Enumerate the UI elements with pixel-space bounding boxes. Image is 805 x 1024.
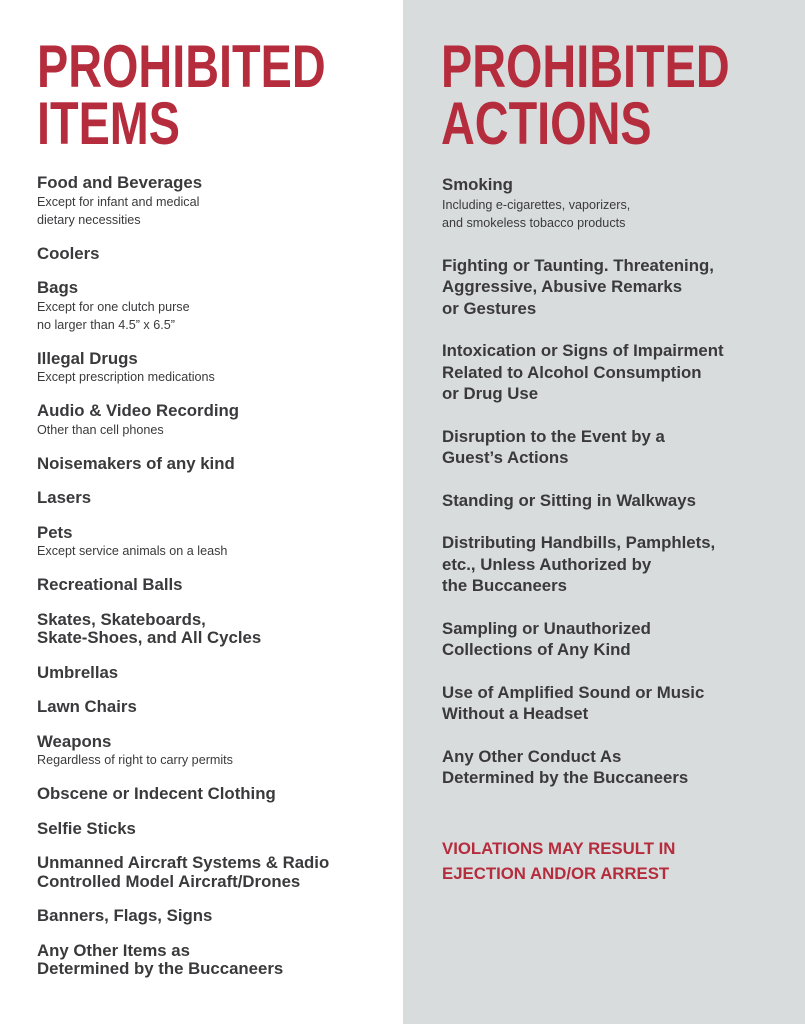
- item-title: Without a Headset: [442, 704, 589, 723]
- list-item: [37, 907, 397, 926]
- item-title: Audio & Video Recording: [37, 401, 240, 420]
- violation-warning: [442, 836, 782, 886]
- item-title: Aggressive, Abusive Remarks: [442, 277, 683, 296]
- list-item: [37, 245, 397, 264]
- item-title: Recreational Balls: [37, 575, 183, 594]
- item-title: Standing or Sitting in Walkways: [442, 490, 696, 510]
- heading-line: ACTIONS: [441, 90, 652, 157]
- item-title: Any Other Conduct As: [442, 746, 622, 766]
- item-description: Except service animals on a leash: [37, 544, 228, 558]
- item-title: Coolers: [37, 243, 100, 263]
- list-item: [442, 682, 792, 725]
- prohibited-actions-heading: [441, 33, 730, 157]
- list-item: [442, 426, 792, 469]
- item-description: Other than cell phones: [37, 422, 164, 437]
- list-item: [37, 942, 397, 979]
- prohibited-items-list: [37, 174, 397, 995]
- heading-line: PROHIBITED: [441, 33, 730, 100]
- item-title: Unmanned Aircraft Systems & Radio: [37, 853, 330, 872]
- item-title: Disruption to the Event by a: [442, 426, 665, 446]
- item-title: Obscene or Indecent Clothing: [37, 784, 276, 803]
- item-title: Bags: [37, 278, 79, 297]
- item-title: Lasers: [37, 488, 92, 507]
- item-description: Regardless of right to carry permits: [37, 753, 233, 767]
- list-item: [442, 618, 792, 661]
- item-title: Weapons: [37, 731, 112, 751]
- warning-line: VIOLATIONS MAY RESULT IN: [442, 839, 676, 858]
- item-title: Guest’s Actions: [442, 448, 569, 467]
- item-title: Intoxication or Signs of Impairment: [442, 341, 724, 360]
- item-description: and smokeless tobacco products: [442, 215, 626, 230]
- list-item: [37, 402, 397, 439]
- item-title: the Buccaneers: [442, 576, 567, 595]
- item-description: Except for one clutch purse: [37, 299, 190, 314]
- list-item: [37, 785, 397, 804]
- item-title: Skate-Shoes, and All Cycles: [37, 628, 262, 647]
- item-title: Smoking: [442, 175, 513, 194]
- item-title: Distributing Handbills, Pamphlets,: [442, 533, 716, 552]
- list-item: [37, 576, 397, 595]
- list-item: [37, 524, 397, 561]
- item-title: Skates, Skateboards,: [37, 609, 206, 629]
- item-title: Controlled Model Aircraft/Drones: [37, 871, 301, 891]
- item-title: Fighting or Taunting. Threatening,: [442, 255, 714, 275]
- item-title: Banners, Flags, Signs: [37, 906, 213, 925]
- list-item: [442, 340, 792, 405]
- list-item: [442, 532, 792, 597]
- list-item: [442, 255, 792, 320]
- item-description: no larger than 4.5” x 6.5”: [37, 317, 175, 332]
- item-title: etc., Unless Authorized by: [442, 554, 652, 574]
- list-item: [37, 489, 397, 508]
- item-title: Illegal Drugs: [37, 348, 138, 368]
- item-title: Lawn Chairs: [37, 697, 137, 716]
- list-item: [37, 733, 397, 770]
- item-title: Determined by the Buccaneers: [37, 959, 284, 978]
- list-item: [442, 746, 792, 789]
- list-item: [37, 174, 397, 229]
- item-description: dietary necessities: [37, 212, 141, 227]
- item-title: Sampling or Unauthorized: [442, 618, 651, 638]
- list-item: [37, 455, 397, 474]
- list-item: [37, 611, 397, 648]
- list-item: [37, 279, 397, 334]
- prohibited-actions-list: [442, 174, 792, 810]
- item-title: Umbrellas: [37, 662, 119, 682]
- prohibited-items-heading: [37, 33, 326, 157]
- item-title: Pets: [37, 522, 73, 542]
- list-item: [442, 490, 792, 512]
- item-title: Collections of Any Kind: [442, 640, 631, 659]
- item-title: Food and Beverages: [37, 173, 203, 192]
- item-title: or Gestures: [442, 298, 537, 318]
- list-item: [37, 664, 397, 683]
- item-title: Any Other Items as: [37, 940, 190, 960]
- item-title: Use of Amplified Sound or Music: [442, 682, 705, 702]
- item-title: Related to Alcohol Consumption: [442, 362, 702, 382]
- item-description: Except for infant and medical: [37, 194, 200, 209]
- item-description: Including e-cigarettes, vaporizers,: [442, 197, 631, 212]
- item-title: Noisemakers of any kind: [37, 453, 235, 473]
- warning-line: EJECTION AND/OR ARREST: [442, 864, 670, 883]
- item-title: Selfie Sticks: [37, 818, 136, 838]
- item-title: or Drug Use: [442, 384, 539, 403]
- list-item: [37, 854, 397, 891]
- list-item: [37, 698, 397, 717]
- heading-line: PROHIBITED: [37, 33, 326, 100]
- item-description: Except prescription medications: [37, 370, 215, 384]
- list-item: [442, 174, 792, 232]
- list-item: [37, 350, 397, 387]
- list-item: [37, 820, 397, 839]
- heading-line: ITEMS: [37, 90, 181, 157]
- item-title: Determined by the Buccaneers: [442, 768, 689, 787]
